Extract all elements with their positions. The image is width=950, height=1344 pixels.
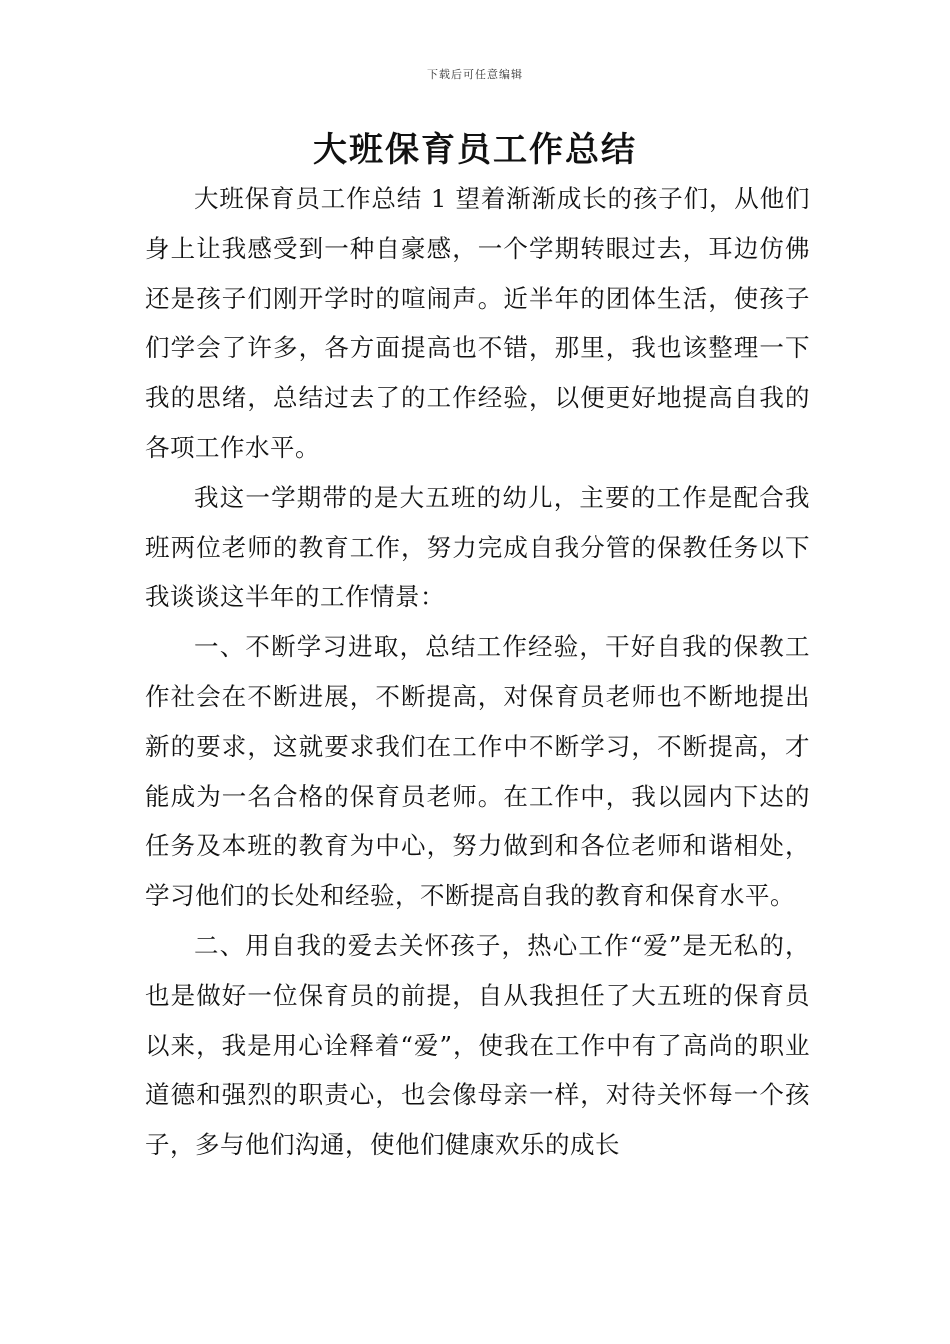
paragraph-class-info: 我这一学期带的是大五班的幼儿，主要的工作是配合我班两位老师的教育工作，努力完成自我分管的保教任务以下我谈谈这半年的工作情景： (145, 482, 810, 612)
paragraph-section-two: 二、用自我的爱去关怀孩子，热心工作“爱”是无私的，也是做好一位保育员的前提，自从我担任了大五班的保育员以来，我是用心诠释着“爱”，使我在工作中有了高尚的职业道德和强烈的职责心，也会像母亲一样，对待关怀每一个孩子，多与他们沟通，使他们健康欢乐的成长 (145, 930, 810, 1160)
paragraph-section-one: 一、不断学习进取，总结工作经验，干好自我的保教工作社会在不断进展，不断提高，对保育员老师也不断地提出新的要求，这就要求我们在工作中不断学习，不断提高，才能成为一名合格的保育员老师。在工作中，我以园内下达的任务及本班的教育为中心，努力做到和各位老师和谐相处，学习他们的长处和经验，不断提高自我的教育和保育水平。 (145, 632, 810, 911)
paragraph-intro: 大班保育员工作总结 1 望着渐渐成长的孩子们，从他们身上让我感受到一种自豪感，一个学期转眼过去，耳边仿佛还是孩子们刚开学时的喧闹声。近半年的团体生活，使孩子们学会了许多，各方面提高也不错，那里，我也该整理一下我的思绪，总结过去了的工作经验，以便更好地提高自我的各项工作水平。 (145, 184, 810, 462)
document-title: 大班保育员工作总结 (313, 130, 637, 170)
header-note: 下载后可任意编辑 (427, 68, 523, 81)
document-body (145, 174, 810, 1170)
